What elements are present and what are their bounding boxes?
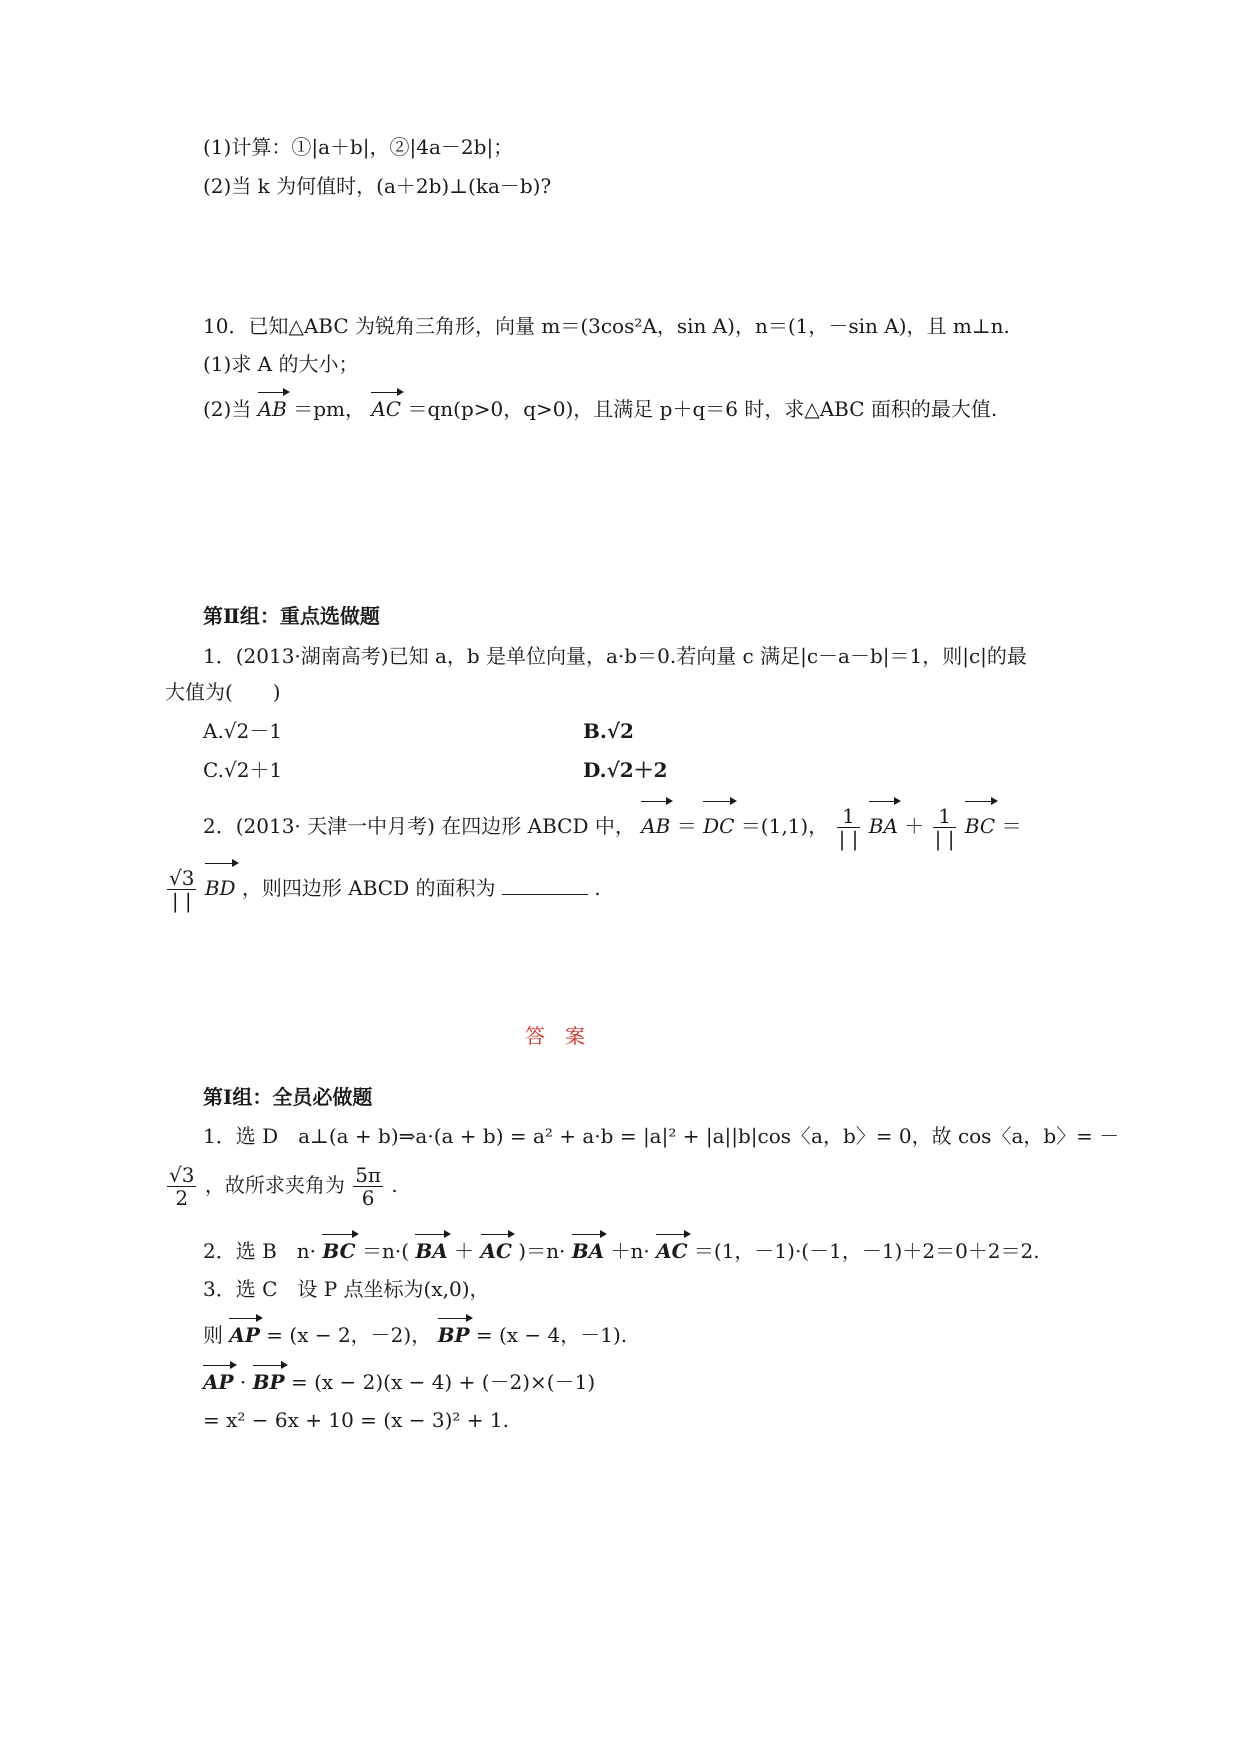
q2-eq: ＝ (676, 814, 697, 838)
q2-eq2: ＝ (1001, 814, 1022, 838)
answer-2-p2: ＋ (454, 1239, 475, 1263)
q2-mid: ＝(1,1)， (740, 814, 829, 838)
option-a: A.√2－1 (203, 719, 282, 743)
answer-1-fraction-num: √3 (169, 1163, 195, 1187)
answer-3-line4: = x² − 6x + 10 = (x − 3)² + 1. (203, 1408, 509, 1432)
answer-3-line1: 3．选 C 设 P 点坐标为(x,0)， (203, 1277, 490, 1301)
vector-ba: BA (869, 804, 898, 848)
q10-part2-post: ＝qn(p>0，q>0)，且满足 p＋q＝6 时，求△ABC 面积的最大值. (407, 397, 998, 421)
q10-part2 (203, 395, 1241, 423)
group2-heading: 第Ⅱ组：重点选做题 (203, 604, 380, 628)
fraction-2 (933, 805, 957, 850)
fraction-3 (167, 867, 196, 912)
vector-bc: BC (965, 804, 995, 848)
option-d: D.√2＋2 (583, 758, 668, 782)
fraction-1 (837, 805, 861, 850)
vector-ac: AC (656, 1239, 688, 1263)
answer-2-p3: )＝n· (518, 1239, 566, 1263)
answer-2-p4: ＋n· (610, 1239, 650, 1263)
q10-part1: (1)求 A 的大小； (203, 352, 359, 376)
answer-1-line2 (165, 1163, 1241, 1209)
fraction-2-num: 1 (933, 805, 957, 828)
answer-1-mid: ，故所求夹角为 (204, 1173, 345, 1197)
vector-bp: BP (252, 1370, 285, 1394)
vector-dc: DC (703, 804, 734, 848)
q2-post: ，则四边形 ABCD 的面积为 (241, 876, 496, 900)
vector-ab: AB (641, 804, 670, 848)
vector-ap: AP (229, 1323, 260, 1347)
q10-part2-pre: (2)当 (203, 397, 252, 421)
answer-3-l2-mid: = (x − 2，－2)， (266, 1323, 432, 1347)
answers-title: 答 案 (525, 1024, 585, 1048)
answer-2 (203, 1237, 1241, 1265)
answer-3-l2-post: = (x − 4，－1). (475, 1323, 628, 1347)
answer-3-line3 (203, 1368, 1241, 1396)
q2-pre: 2．(2013· 天津一中月考) 在四边形 ABCD 中， (203, 814, 635, 838)
fraction-1-den: | | (838, 827, 859, 851)
vector-bc: BC (322, 1239, 356, 1263)
answer-3-line2 (203, 1321, 1241, 1349)
option-b: B.√2 (583, 719, 634, 743)
answer-blank (502, 874, 588, 895)
group2-q1-line1: 1．(2013·湖南高考)已知 a，b 是单位向量，a·b＝0.若向量 c 满足|c－a－b|＝1，则|c|的最 (203, 644, 1027, 668)
q2-plus: ＋ (904, 814, 925, 838)
q2-end: . (594, 876, 601, 900)
fraction-3-num: √3 (169, 866, 195, 890)
vector-ab: AB (257, 397, 287, 421)
answer-3-l3-post: = (x − 2)(x − 4) + (－2)×(－1) (290, 1370, 596, 1394)
answer-2-p1: ＝n·( (361, 1239, 409, 1263)
q10-stem: 10．已知△ABC 为锐角三角形，向量 m＝(3cos²A，sin A)，n＝(1，－sin A)，且 m⊥n. (203, 314, 1010, 338)
vector-ac: AC (480, 1239, 512, 1263)
group2-q1-line2: 大值为( ) (165, 680, 281, 704)
answer-3-l2-pre: 则 (203, 1323, 223, 1347)
fraction-3-den: | | (171, 889, 192, 913)
q9-part2: (2)当 k 为何值时，(a＋2b)⊥(ka－b)? (203, 174, 552, 198)
answer-1-fraction (167, 1164, 196, 1209)
answer-1-end: . (391, 1173, 398, 1197)
vector-bd: BD (205, 866, 236, 910)
group1-heading: 第Ⅰ组：全员必做题 (203, 1085, 373, 1109)
vector-ap: AP (203, 1370, 234, 1394)
vector-ac: AC (371, 397, 402, 421)
answer-1-line1: 1．选 D a⊥(a + b)⇒a·(a + b) = a² + a·b = |a|² + |a||b|cos〈a，b〉= 0，故 cos〈a，b〉= － (203, 1124, 1120, 1148)
answer-1-fraction-2-den: 6 (361, 1186, 375, 1210)
vector-ba: BA (415, 1239, 448, 1263)
answer-1-fraction-den: 2 (175, 1186, 189, 1210)
option-c: C.√2＋1 (203, 758, 283, 782)
answer-3-l3-dot: · (239, 1370, 247, 1394)
q10-part2-mid: ＝pm， (293, 397, 365, 421)
answer-1-fraction-2 (353, 1164, 383, 1209)
vector-ba: BA (571, 1239, 605, 1263)
vector-bp: BP (437, 1323, 470, 1347)
fraction-1-num: 1 (837, 805, 861, 828)
answer-2-post: ＝(1，－1)·(－1，－1)＋2＝0＋2＝2. (693, 1239, 1040, 1263)
group2-q2-line2 (165, 866, 1241, 912)
answer-2-pre: 2．选 B n· (203, 1239, 317, 1263)
q9-part1: (1)计算：①|a＋b|，②|4a－2b|； (203, 135, 514, 159)
group2-q2-line1 (203, 804, 1241, 850)
fraction-2-den: | | (934, 827, 955, 851)
answer-1-fraction-2-num: 5π (355, 1163, 382, 1187)
